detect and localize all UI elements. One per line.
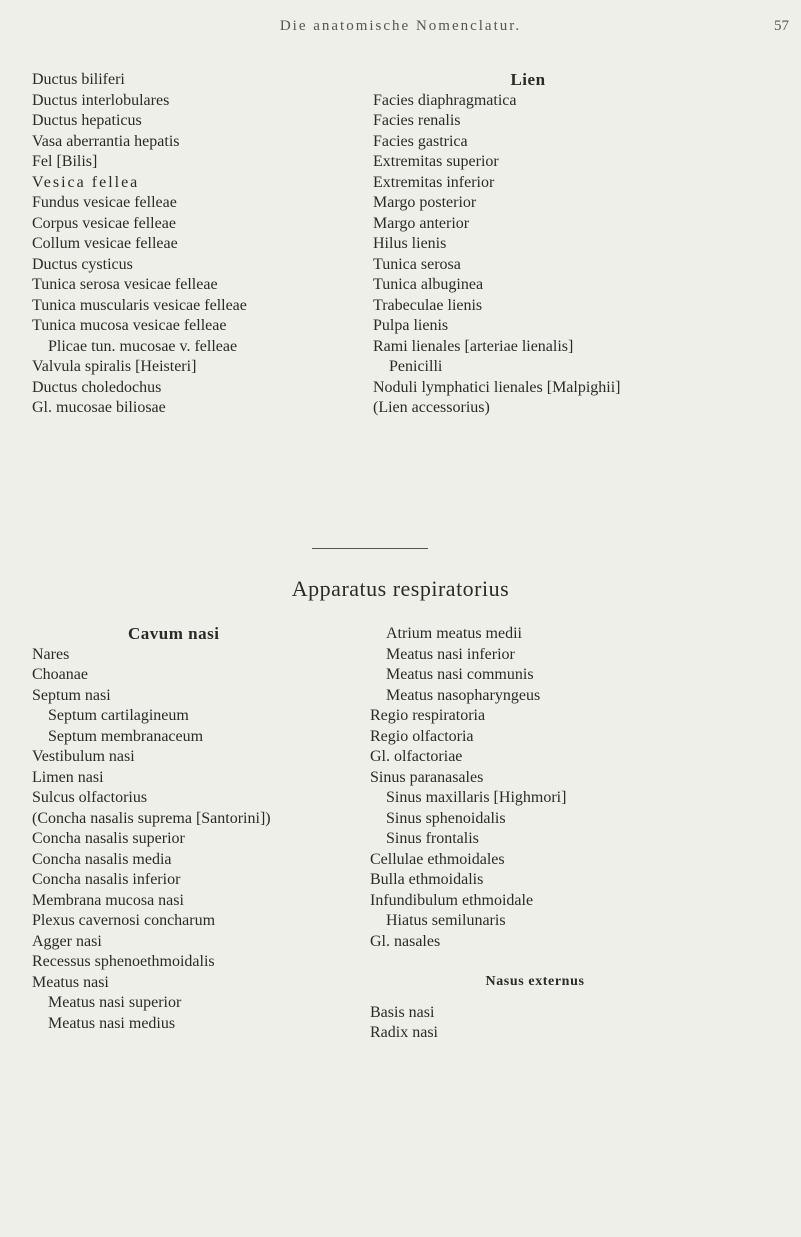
list-item: Gl. mucosae biliosae xyxy=(32,399,166,416)
list-item: Membrana mucosa nasi xyxy=(32,891,184,909)
list-item: Bulla ethmoidalis xyxy=(370,871,484,888)
list-item: Tunica mucosa vesicae felleae xyxy=(32,317,227,334)
list-item: Sinus sphenoidalis xyxy=(386,809,506,827)
section-heading-cavum-nasi: Cavum nasi xyxy=(128,624,220,643)
list-item: Meatus nasi superior xyxy=(48,994,182,1011)
list-item: Nares xyxy=(32,645,70,663)
list-item: Septum cartilagineum xyxy=(48,707,189,724)
list-item: Ductus interlobulares xyxy=(32,91,170,109)
list-item: Cellulae ethmoidales xyxy=(370,850,505,868)
list-item: Noduli lymphatici lienales [Malpighii] xyxy=(373,378,621,396)
list-item: Vestibulum nasi xyxy=(32,748,135,765)
list-item: Trabeculae lienis xyxy=(373,296,483,314)
list-item: Sinus paranasales xyxy=(370,768,484,786)
section-title: Apparatus respiratorius xyxy=(291,576,510,601)
list-item: (Concha nasalis suprema [Santorini]) xyxy=(32,809,271,827)
list-item: Septum membranaceum xyxy=(48,727,204,745)
list-item: Sulcus olfactorius xyxy=(32,789,148,806)
spacer xyxy=(370,952,795,972)
spacer xyxy=(370,993,795,1003)
running-title: Die anatomische Nomenclatur. xyxy=(279,18,522,34)
list-item: Hiatus semilunaris xyxy=(386,912,506,929)
list-item: Tunica muscularis vesicae felleae xyxy=(32,296,247,314)
list-item: Corpus vesicae felleae xyxy=(32,214,176,232)
page-number: 57 xyxy=(774,18,789,34)
list-item: Facies renalis xyxy=(373,112,461,129)
list-item: Vesica fellea xyxy=(32,173,140,191)
list-item: Meatus nasi medius xyxy=(48,1014,176,1032)
list-item: Tunica serosa xyxy=(373,255,461,273)
running-header xyxy=(0,18,801,48)
list-item: Fel [Bilis] xyxy=(32,153,98,170)
list-item: Agger nasi xyxy=(32,932,102,950)
list-item: Tunica albuginea xyxy=(373,276,484,293)
list-item: Ductus hepaticus xyxy=(32,112,142,129)
list-item: Limen nasi xyxy=(32,768,104,786)
list-item: Septum nasi xyxy=(32,686,111,704)
list-item: Infundibulum ethmoidale xyxy=(370,891,534,909)
list-item: Ductus biliferi xyxy=(32,71,125,88)
list-item: Sinus frontalis xyxy=(386,830,479,847)
list-item: Margo posterior xyxy=(373,194,477,211)
list-item: Sinus maxillaris [Highmori] xyxy=(386,789,567,806)
list-item: Gl. nasales xyxy=(370,932,441,950)
list-item: Concha nasalis inferior xyxy=(32,871,181,888)
list-item: Tunica serosa vesicae felleae xyxy=(32,276,218,293)
list-item: Extremitas superior xyxy=(373,153,499,170)
list-item: Facies diaphragmatica xyxy=(373,91,517,109)
list-item: Regio olfactoria xyxy=(370,727,474,745)
list-item: Valvula spiralis [Heisteri] xyxy=(32,358,197,375)
list-item: Fundus vesicae felleae xyxy=(32,194,177,211)
list-item: Pulpa lienis xyxy=(373,317,449,334)
subsection-heading-nasus-externus: Nasus externus xyxy=(485,974,585,989)
list-item: Penicilli xyxy=(389,358,443,375)
list-item: Concha nasalis media xyxy=(32,850,172,868)
list-item: Choanae xyxy=(32,666,88,683)
list-item: Plicae tun. mucosae v. felleae xyxy=(48,337,238,355)
list-item: Atrium meatus medii xyxy=(386,625,522,642)
section-divider xyxy=(312,548,428,549)
list-item: Margo anterior xyxy=(373,214,470,232)
list-item: Meatus nasi inferior xyxy=(386,645,515,663)
list-item: Concha nasalis superior xyxy=(32,830,185,847)
section-heading-lien: Lien xyxy=(510,70,546,89)
list-item: Meatus nasi xyxy=(32,973,109,991)
list-item: Ductus choledochus xyxy=(32,378,162,396)
lower-left-column xyxy=(32,624,271,1034)
list-item: Plexus cavernosi concharum xyxy=(32,912,216,929)
upper-right-column xyxy=(373,70,793,419)
list-item: Recessus sphenoethmoidalis xyxy=(32,953,215,970)
list-item: Radix nasi xyxy=(370,1024,438,1041)
list-item: Extremitas inferior xyxy=(373,173,495,191)
list-item: (Lien accessorius) xyxy=(373,399,490,416)
list-item: Vasa aberrantia hepatis xyxy=(32,132,180,150)
list-item: Regio respiratoria xyxy=(370,707,486,724)
list-item: Rami lienales [arteriae lienalis] xyxy=(373,337,574,355)
list-item: Ductus cysticus xyxy=(32,255,133,273)
list-item: Gl. olfactoriae xyxy=(370,748,463,765)
list-item: Facies gastrica xyxy=(373,132,468,150)
upper-left-column xyxy=(32,70,247,419)
list-item: Collum vesicae felleae xyxy=(32,235,178,252)
list-item: Basis nasi xyxy=(370,1003,435,1021)
list-item: Meatus nasi communis xyxy=(386,666,534,683)
list-item: Hilus lienis xyxy=(373,235,447,252)
lower-right-column xyxy=(370,624,795,1044)
list-item: Meatus nasopharyngeus xyxy=(386,686,541,704)
